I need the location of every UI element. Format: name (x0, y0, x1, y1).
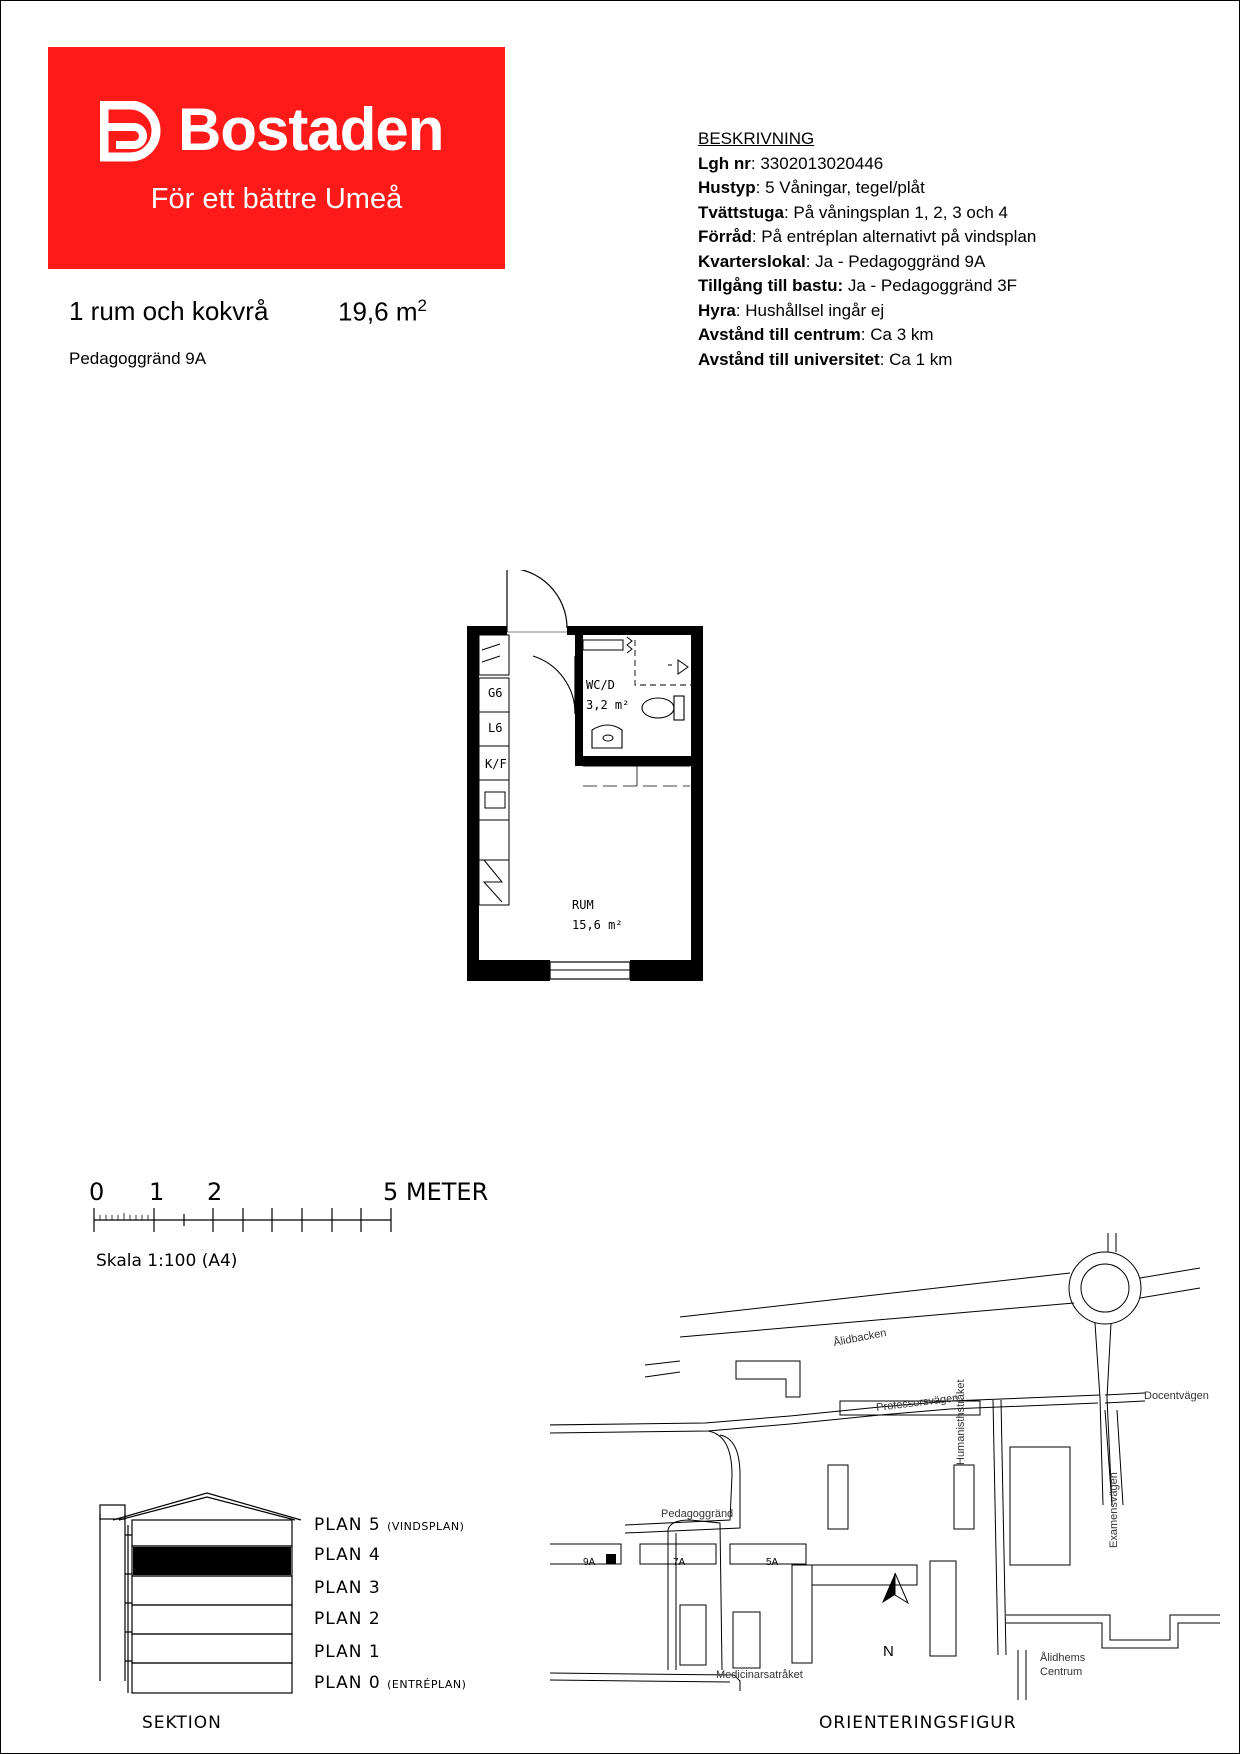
bostaden-logo-icon (100, 101, 170, 169)
floor-label: PLAN 5 (VINDSPLAN) (314, 1515, 465, 1535)
scale-bar (80, 1170, 400, 1240)
room-area: 15,6 m² (572, 918, 623, 932)
description-heading: BESKRIVNING (698, 129, 815, 148)
place-label: Ålidhems Centrum (1040, 1652, 1086, 1678)
street-label: Examensvägen (1108, 1472, 1120, 1548)
description-row: Lgh nr: 3302013020446 (698, 153, 884, 173)
floor-label: PLAN 0 (ENTRÉPLAN) (314, 1673, 467, 1693)
appliance-label: K/F (485, 757, 507, 771)
apartment-address: Pedagoggränd 9A (69, 349, 207, 368)
brand-name: Bostaden (178, 96, 444, 163)
north-label: N (883, 1643, 894, 1660)
street-label: Professorsvägen (875, 1392, 959, 1414)
scale-tick-label: 0 (89, 1178, 105, 1206)
street-label: Docentvägen (1144, 1390, 1209, 1402)
bostaden-logo (48, 47, 505, 269)
description-row: Tillgång till bastu: Ja - Pedagoggränd 3F (698, 276, 1018, 295)
building-label: 5A (766, 1557, 779, 1568)
description-row: Förråd: På entréplan alternativt på vindsplan (698, 227, 1037, 246)
street-label: Pedagoggränd (661, 1508, 734, 1520)
description-row: Avstånd till universitet: Ca 1 km (698, 349, 953, 369)
description-row: Tvättstuga: På våningsplan 1, 2, 3 och 4 (698, 202, 1008, 222)
description-row: Hyra: Hushållsel ingår ej (698, 300, 885, 320)
section-title: SEKTION (142, 1713, 222, 1733)
scale-tick-label: 5 METER (383, 1178, 489, 1206)
building-label: 7A (673, 1557, 686, 1568)
street-label: Medicinarsatråket (716, 1669, 803, 1681)
brand-tagline: För ett bättre Umeå (150, 183, 403, 215)
building-section (95, 1485, 305, 1695)
street-label: Ålidbacken (832, 1326, 888, 1350)
scale-tick-label: 1 (149, 1178, 165, 1206)
floor-label: PLAN 2 (314, 1609, 381, 1629)
room-area: 3,2 m² (586, 698, 630, 712)
scale-tick-label: 2 (207, 1178, 223, 1206)
floor-label: PLAN 3 (314, 1578, 381, 1598)
description-row: Avstånd till centrum: Ca 3 km (698, 325, 934, 344)
scale-caption: Skala 1:100 (A4) (96, 1251, 238, 1271)
appliance-label: L6 (488, 721, 503, 735)
room-name: WC/D (586, 678, 615, 692)
orientation-map (550, 1225, 1220, 1705)
area-unit: 2 (417, 296, 427, 315)
floor-label-current: PLAN 4 (314, 1545, 381, 1565)
floor-label: PLAN 1 (314, 1642, 381, 1662)
building-label: 9A (583, 1557, 596, 1568)
apartment-area (338, 296, 427, 328)
appliance-label: G6 (488, 686, 503, 700)
area-value: 19,6 m (338, 296, 418, 327)
description-block (698, 127, 1036, 372)
street-label: Humanisthstråket (955, 1379, 967, 1465)
room-name: RUM (572, 898, 594, 912)
map-title: ORIENTERINGSFIGUR (819, 1713, 1017, 1733)
description-row: Kvarterslokal: Ja - Pedagoggränd 9A (698, 251, 986, 271)
apartment-type: 1 rum och kokvrå (69, 296, 269, 326)
description-row: Hustyp: 5 Våningar, tegel/plåt (698, 178, 925, 197)
